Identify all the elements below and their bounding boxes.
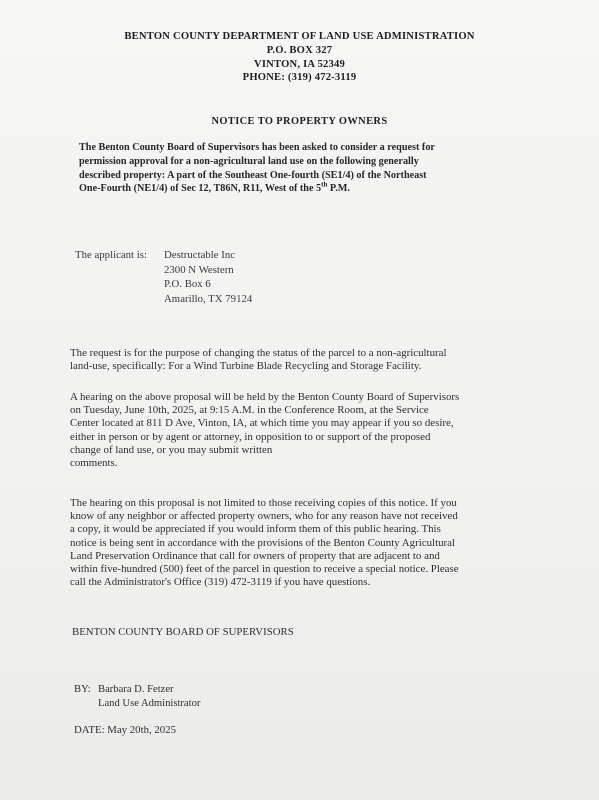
paragraph-line: either in person or by agent or attorney, in opposition to or support of the proposed: [70, 430, 431, 443]
hearing-paragraph: [70, 391, 570, 470]
ordinal-suffix: th: [321, 181, 328, 189]
paragraph-line: know of any neighbor or affected property owners, who for any reason have not received: [70, 510, 458, 523]
applicant-address-line: P.O. Box 6: [164, 278, 211, 290]
by-label: BY:: [74, 684, 91, 695]
letterhead: [0, 30, 599, 85]
signature-block: [74, 683, 200, 711]
phone: PHONE: (319) 472-3119: [242, 72, 357, 84]
board-name: BENTON COUNTY BOARD OF SUPERVISORS: [72, 626, 294, 638]
paragraph-line: a copy, it would be appreciated if you would inform them of this public hearing. This: [70, 523, 441, 536]
paragraph-line: on Tuesday, June 10th, 2025, at 9:15 A.M. in the Conference Room, at the Service: [70, 404, 429, 417]
intro-line: described property: A part of the Southeast One-fourth (SE1/4) of the Northeast: [79, 169, 427, 181]
paragraph-line: The request is for the purpose of changing the status of the parcel to a non-agricultural: [70, 347, 447, 359]
applicant-label: The applicant is:: [75, 249, 147, 261]
applicant-address-line: 2300 N Western: [164, 263, 234, 276]
signer-title: Land Use Administrator: [98, 698, 201, 709]
intro-line: permission approval for a non-agricultural land use on the following generally: [79, 155, 419, 167]
legal-description: One-Fourth (NE1/4) of Sec 12, T86N, R11, West of the 5: [79, 183, 322, 195]
applicant-address-line: Amarillo, TX 79124: [164, 292, 253, 305]
paragraph-line: Land Preservation Ordinance that call for owners of property that are adjacent to and: [70, 549, 440, 562]
applicant-name: Destructable Inc: [164, 249, 236, 261]
paragraph-line: Center located at 811 D Ave, Vinton, IA, at which time you may appear if you so desire,: [70, 417, 454, 430]
paragraph-line: notice is being sent in accordance with the provisions of the Benton County Agricultural: [70, 536, 456, 549]
signer-name: Barbara D. Fetzer: [98, 684, 174, 695]
paragraph-line: change of land use, or you may submit written: [70, 443, 273, 456]
paragraph-line: land-use, specifically: For a Wind Turbine Blade Recycling and Storage Facility.: [70, 360, 422, 373]
notice-date: DATE: May 20th, 2025: [74, 724, 176, 736]
intro-paragraph: [79, 141, 549, 196]
department-name: BENTON COUNTY DEPARTMENT OF LAND USE ADMINISTRATION: [124, 31, 475, 42]
intro-line: The Benton County Board of Supervisors has been asked to consider a request for: [79, 142, 435, 153]
paragraph-line: A hearing on the above proposal will be held by the Benton County Board of Supervisors: [70, 391, 460, 403]
paragraph-line: within five-hundred (500) feet of the parcel in question to receive a special notice. Please: [70, 563, 459, 576]
limits-paragraph: [70, 497, 570, 589]
applicant-block: [75, 248, 252, 306]
po-box: P.O. BOX 327: [266, 44, 333, 56]
city-state-zip: VINTON, IA 52349: [253, 58, 345, 70]
meridian: P.M.: [327, 183, 350, 195]
purpose-paragraph: [70, 347, 570, 373]
paragraph-line: call the Administrator's Office (319) 472-3119 if you have questions.: [70, 576, 371, 589]
notice-title: NOTICE TO PROPERTY OWNERS: [211, 116, 388, 127]
paragraph-line: The hearing on this proposal is not limited to those receiving copies of this notice. If you: [70, 497, 457, 509]
intro-line: [79, 182, 549, 196]
paragraph-line: comments.: [70, 457, 118, 470]
